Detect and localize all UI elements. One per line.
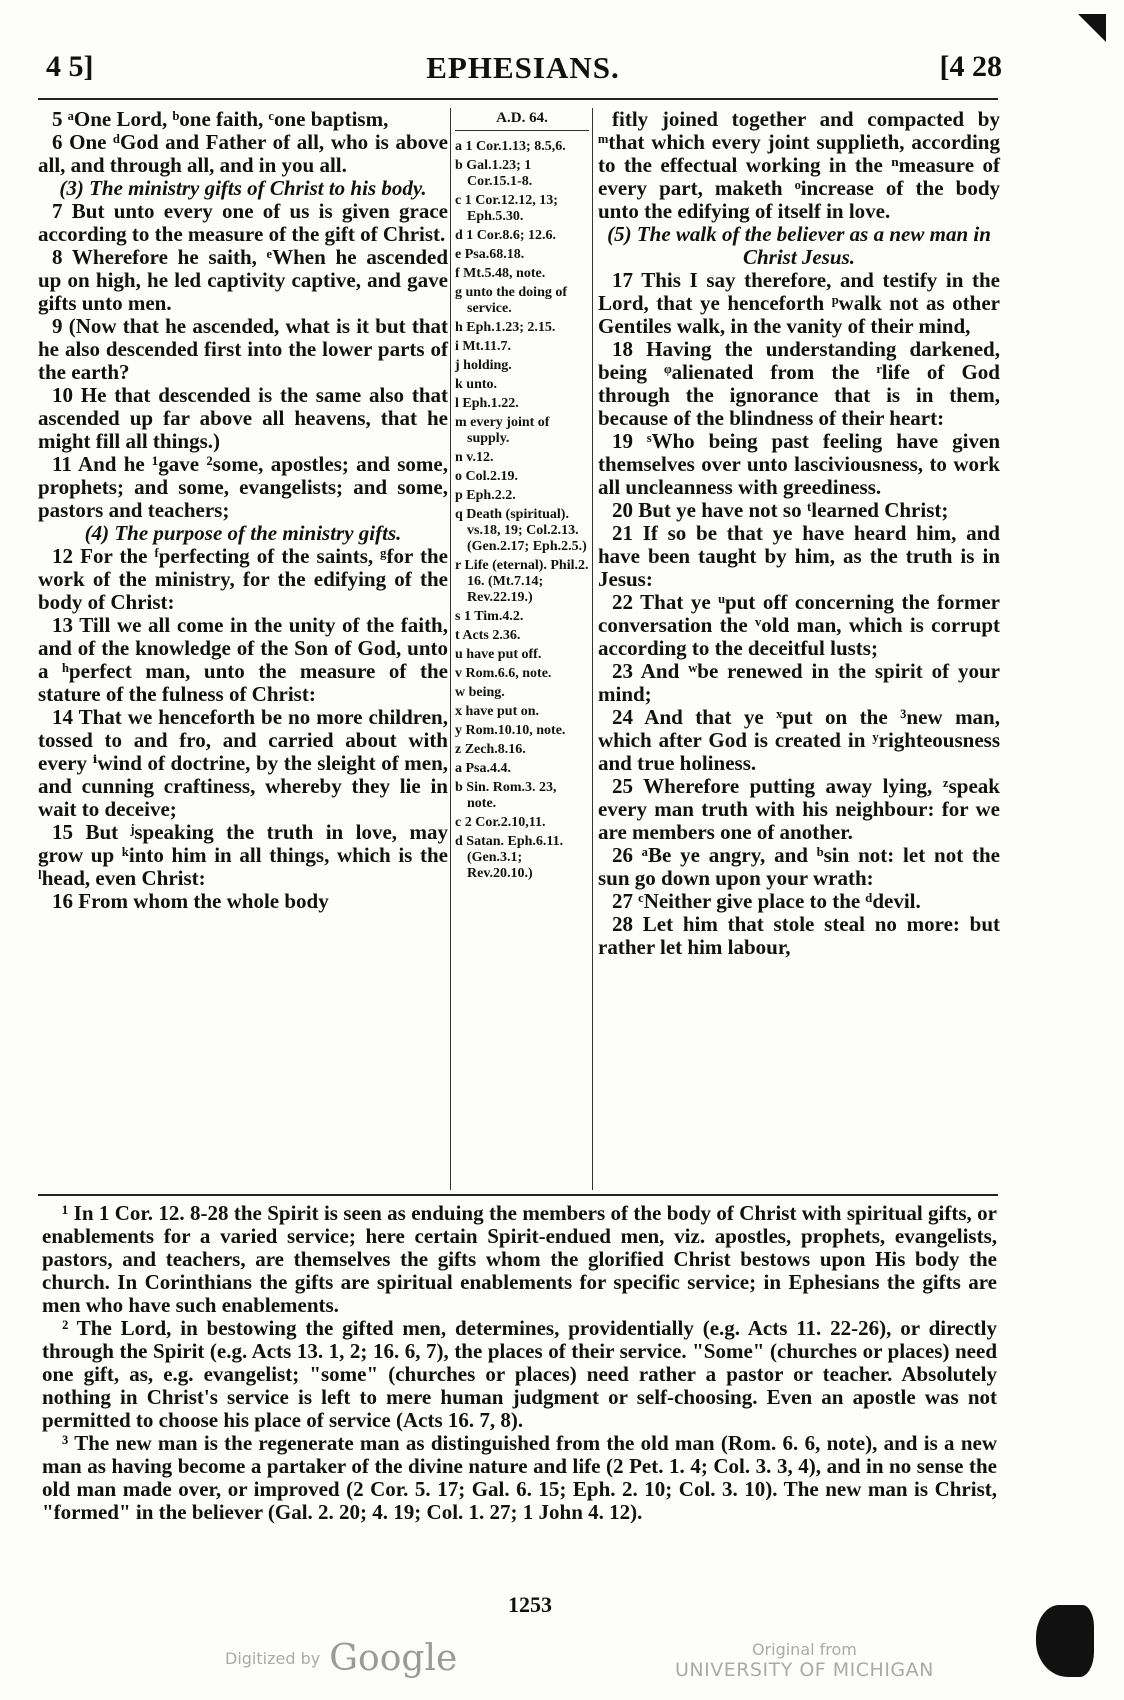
date-label: A.D. 64. bbox=[455, 110, 589, 131]
cross-reference: a 1 Cor.1.13; 8.5,6. bbox=[455, 139, 566, 154]
column-divider-left bbox=[450, 108, 451, 1190]
reference-column bbox=[455, 110, 589, 885]
right-text-column bbox=[598, 108, 1000, 959]
cross-reference: q Death (spiritual). vs.18, 19; Col.2.13. (Gen.2.17; Eph.2.5.) bbox=[455, 507, 587, 554]
header-rule bbox=[38, 98, 998, 100]
cross-reference: n v.12. bbox=[455, 450, 494, 465]
verse-paragraph: 22 That ye ᵘput off concerning the former conversation the ᵛold man, which is corrupt according to the deceitful lusts; bbox=[598, 590, 1000, 660]
original-from-text: Original from bbox=[751, 1640, 857, 1659]
left-text-column bbox=[38, 108, 448, 913]
corner-mark bbox=[1078, 14, 1106, 42]
verse-paragraph: 16 From whom the whole body bbox=[52, 889, 329, 913]
verse-paragraph: 18 Having the understanding darkened, being ᵠalienated from the ʳlife of God through the ignorance that is in them, because of the blindness of their heart: bbox=[598, 337, 1000, 430]
cross-reference: v Rom.6.6, note. bbox=[455, 666, 552, 681]
verse-paragraph: 5 ᵃOne Lord, ᵇone faith, ᶜone baptism, bbox=[52, 107, 389, 131]
cross-reference: b Sin. Rom.3. 23, note. bbox=[455, 780, 557, 811]
cross-reference: j holding. bbox=[455, 358, 512, 373]
cross-reference: d Satan. Eph.6.11. (Gen.3.1; Rev.20.10.) bbox=[455, 834, 564, 881]
verse-paragraph: 7 But unto every one of us is given grace according to the measure of the gift of Christ. bbox=[38, 199, 448, 246]
cross-reference: s 1 Tim.4.2. bbox=[455, 609, 524, 624]
section-heading: (4) The purpose of the ministry gifts. bbox=[84, 521, 402, 545]
verse-paragraph: 19 ˢWho being past feeling have given themselves over unto lasciviousness, to work all uncleanness with greediness. bbox=[598, 429, 1000, 499]
header-right-ref: [4 28 bbox=[939, 50, 1002, 83]
verse-paragraph: fitly joined together and compacted by ᵐthat which every joint supplieth, according to the effectual working in the ⁿmeasure of every part, maketh ᵒincrease of the body unto the edifying of itself in love. bbox=[598, 107, 1000, 223]
page-number: 1253 bbox=[508, 1592, 552, 1617]
verse-paragraph: 13 Till we all come in the unity of the faith, and of the knowledge of the Son of God, unto a ʰperfect man, unto the measure of the stature of the fulness of Christ: bbox=[38, 613, 448, 706]
verse-paragraph: 28 Let him that stole steal no more: but rather let him labour, bbox=[598, 912, 1000, 959]
verse-paragraph: 27 ᶜNeither give place to the ᵈdevil. bbox=[612, 889, 921, 913]
verse-paragraph: 6 One ᵈGod and Father of all, who is above all, and through all, and in you all. bbox=[38, 130, 448, 177]
footnote-rule bbox=[38, 1194, 998, 1196]
verse-paragraph: 12 For the ᶠperfecting of the saints, ᵍfor the work of the ministry, for the edifying of the body of Christ: bbox=[38, 544, 448, 614]
cross-reference: h Eph.1.23; 2.15. bbox=[455, 320, 556, 335]
verse-paragraph: 9 (Now that he ascended, what is it but that he also descended first into the lower parts of the earth? bbox=[38, 314, 448, 384]
cross-reference: c 1 Cor.12.12, 13; Eph.5.30. bbox=[455, 193, 558, 224]
verse-paragraph: 14 That we henceforth be no more children, tossed to and fro, and carried about with every ⁱwind of doctrine, by the sleight of men, and cunning craftiness, whereby they lie in wait to deceive; bbox=[38, 705, 448, 821]
verse-paragraph: 23 And ʷbe renewed in the spirit of your mind; bbox=[598, 659, 1000, 706]
digitized-by-text: Digitized by bbox=[225, 1649, 321, 1668]
cross-reference: k unto. bbox=[455, 377, 498, 392]
cross-reference: z Zech.8.16. bbox=[455, 742, 526, 757]
institution-text: UNIVERSITY OF MICHIGAN bbox=[675, 1659, 934, 1681]
section-heading: (5) The walk of the believer as a new man in Christ Jesus. bbox=[607, 222, 991, 269]
google-logo: Google bbox=[329, 1638, 458, 1679]
footnotes bbox=[42, 1202, 997, 1524]
cross-reference: i Mt.11.7. bbox=[455, 339, 511, 354]
cross-reference: d 1 Cor.8.6; 12.6. bbox=[455, 228, 556, 243]
verse-paragraph: 8 Wherefore he saith, ᵉWhen he ascended up on high, he led captivity captive, and gave gifts unto men. bbox=[38, 245, 448, 315]
page-header bbox=[38, 50, 1008, 90]
cross-reference: l Eph.1.22. bbox=[455, 396, 519, 411]
verse-paragraph: 25 Wherefore putting away lying, ᶻspeak every man truth with his neighbour: for we are members one of another. bbox=[598, 774, 1000, 844]
verse-paragraph: 11 And he ¹gave ²some, apostles; and some, prophets; and some, evangelists; and some, pastors and teachers; bbox=[38, 452, 448, 522]
cross-reference: m every joint of supply. bbox=[455, 415, 550, 446]
page-title: EPHESIANS. bbox=[426, 50, 620, 85]
verse-paragraph: 21 If so be that ye have heard him, and have been taught by him, as the truth is in Jesus: bbox=[598, 521, 1000, 591]
cross-reference: o Col.2.19. bbox=[455, 469, 518, 484]
cross-reference: p Eph.2.2. bbox=[455, 488, 516, 503]
verse-paragraph: 15 But ʲspeaking the truth in love, may grow up ᵏinto him in all things, which is the ˡhead, even Christ: bbox=[38, 820, 448, 890]
section-heading: (3) The ministry gifts of Christ to his body. bbox=[59, 176, 427, 200]
cross-reference: u have put off. bbox=[455, 647, 542, 662]
verse-paragraph: 24 And that ye ˣput on the ³new man, which after God is created in ʸrighteousness and true holiness. bbox=[598, 705, 1000, 775]
cross-reference: g unto the doing of service. bbox=[455, 285, 568, 316]
verse-paragraph: 17 This I say therefore, and testify in the Lord, that ye henceforth ᵖwalk not as other Gentiles walk, in the vanity of their mind, bbox=[598, 268, 1000, 338]
cross-reference: r Life (eternal). Phil.2. 16. (Mt.7.14; Rev.22.19.) bbox=[455, 558, 589, 605]
column-divider-right bbox=[592, 108, 593, 1190]
reference-list bbox=[455, 139, 589, 882]
digitized-watermark bbox=[225, 1638, 457, 1679]
footnote: ¹ In 1 Cor. 12. 8-28 the Spirit is seen as enduing the members of the body of Christ with spiritual gifts, or enablements for a varied service; here certain Spirit-endued men, viz. apostles, prophets, evangelists, pastors, and teachers, are themselves the gifts whom the glorified Christ bestows upon His body the church. In Corinthians the gifts are spiritual enablements for specific service; in Ephesians the gifts are men who have such enablements. bbox=[42, 1201, 997, 1317]
ink-blot bbox=[1036, 1605, 1094, 1677]
cross-reference: e Psa.68.18. bbox=[455, 247, 525, 262]
verse-paragraph: 20 But ye have not so ᵗlearned Christ; bbox=[612, 498, 949, 522]
cross-reference: x have put on. bbox=[455, 704, 540, 719]
header-left-ref: 4 5] bbox=[46, 50, 94, 83]
verse-paragraph: 26 ᵃBe ye angry, and ᵇsin not: let not the sun go down upon your wrath: bbox=[598, 843, 1000, 890]
cross-reference: a Psa.4.4. bbox=[455, 761, 511, 776]
footnote: ² The Lord, in bestowing the gifted men, determines, providentially (e.g. Acts 11. 22-26), or directly through the Spirit (e.g. Acts 13. 1, 2; 16. 6, 7), the places of their service. "Some" (churches or places) need one gift, as, e.g. evangelist; "some" (churches or places) need rather a pastor or teacher. Absolutely nothing in Christ's service is left to mere human judgment or self-choosing. Even an apostle was not permitted to choose his place of service (Acts 16. 7, 8). bbox=[42, 1316, 997, 1432]
cross-reference: c 2 Cor.2.10,11. bbox=[455, 815, 546, 830]
footnote: ³ The new man is the regenerate man as distinguished from the old man (Rom. 6. 6, note), and is a new man as having become a partaker of the divine nature and life (2 Pet. 1. 4; Col. 3. 3, 4), and in no sense the old man made over, or improved (2 Cor. 5. 17; Gal. 6. 15; Eph. 2. 10; Col. 3. 10). The new man is Christ, "formed" in the believer (Gal. 2. 20; 4. 19; Col. 1. 27; 1 John 4. 12). bbox=[42, 1431, 997, 1524]
cross-reference: t Acts 2.36. bbox=[455, 628, 521, 643]
cross-reference: f Mt.5.48, note. bbox=[455, 266, 546, 281]
verse-paragraph: 10 He that descended is the same also that ascended up far above all heavens, that he might fill all things.) bbox=[38, 383, 448, 453]
cross-reference: w being. bbox=[455, 685, 505, 700]
cross-reference: y Rom.10.10, note. bbox=[455, 723, 566, 738]
cross-reference: b Gal.1.23; 1 Cor.15.1-8. bbox=[455, 158, 533, 189]
original-from-watermark bbox=[675, 1640, 934, 1681]
